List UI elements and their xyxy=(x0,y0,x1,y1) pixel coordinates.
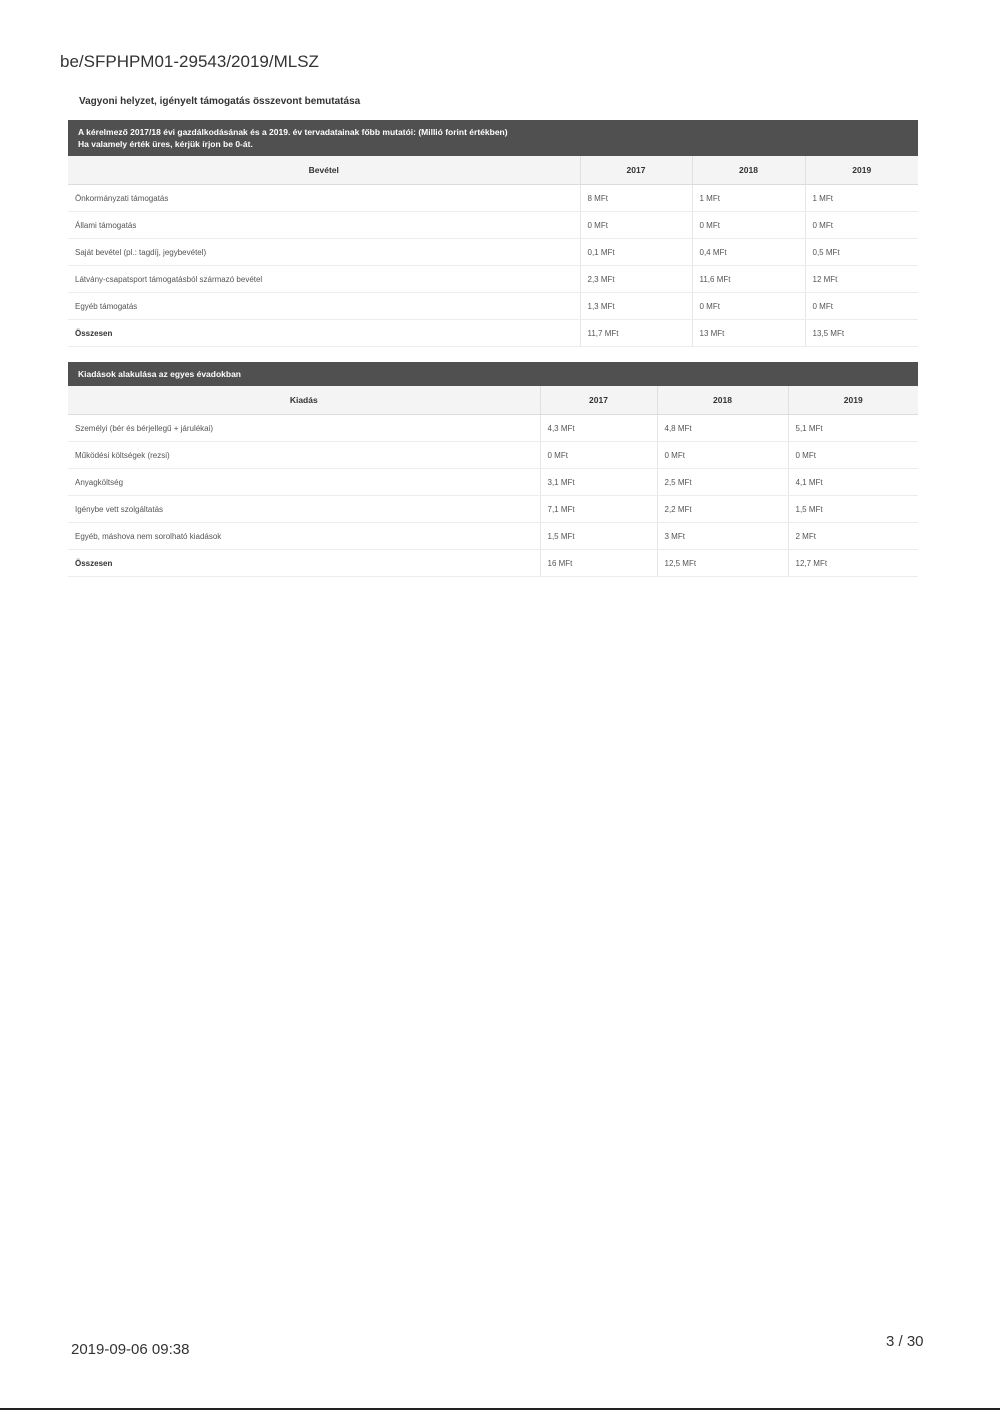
expenses-column-headers xyxy=(68,386,918,415)
value-2019: 0,5 MFt xyxy=(805,239,918,266)
expenses-col-2017: 2017 xyxy=(540,386,657,415)
value-2018: 2,2 MFt xyxy=(657,496,788,523)
table-row xyxy=(68,185,918,212)
expenses-col-2018: 2018 xyxy=(657,386,788,415)
row-label: Működési költségek (rezsi) xyxy=(68,442,540,469)
value-2019: 0 MFt xyxy=(805,212,918,239)
row-label: Egyéb, máshova nem sorolható kiadások xyxy=(68,523,540,550)
row-label: Igénybe vett szolgáltatás xyxy=(68,496,540,523)
section-title: Vagyoni helyzet, igényelt támogatás összevont bemutatása xyxy=(79,96,361,107)
income-header-line1: A kérelmező 2017/18 évi gazdálkodásának és a 2019. év tervadatainak főbb mutatói: (Millió forint értékben) xyxy=(78,127,508,137)
expenses-col-2019: 2019 xyxy=(788,386,918,415)
value-2018: 0 MFt xyxy=(692,212,805,239)
income-col-2017: 2017 xyxy=(580,156,692,185)
expenses-table xyxy=(68,386,918,577)
expenses-table-block xyxy=(68,362,918,577)
value-2017: 3,1 MFt xyxy=(540,469,657,496)
value-2019: 5,1 MFt xyxy=(788,415,918,442)
value-2019: 0 MFt xyxy=(805,293,918,320)
income-col-2019: 2019 xyxy=(805,156,918,185)
value-2017: 1,3 MFt xyxy=(580,293,692,320)
value-2019: 13,5 MFt xyxy=(805,320,918,347)
value-2019: 1,5 MFt xyxy=(788,496,918,523)
value-2019: 12 MFt xyxy=(805,266,918,293)
income-table xyxy=(68,156,918,347)
page-number: 3 / 30 xyxy=(886,1333,924,1350)
income-col-2018: 2018 xyxy=(692,156,805,185)
total-row xyxy=(68,550,918,577)
income-table-block xyxy=(68,120,918,347)
row-label: Önkormányzati támogatás xyxy=(68,185,580,212)
table-row xyxy=(68,293,918,320)
row-label: Összesen xyxy=(68,550,540,577)
value-2019: 12,7 MFt xyxy=(788,550,918,577)
value-2017: 0 MFt xyxy=(540,442,657,469)
income-header-line2: Ha valamely érték üres, kérjük írjon be 0-át. xyxy=(78,139,253,149)
value-2019: 4,1 MFt xyxy=(788,469,918,496)
expenses-table-header: Kiadások alakulása az egyes évadokban xyxy=(68,362,918,386)
income-column-headers xyxy=(68,156,918,185)
value-2018: 12,5 MFt xyxy=(657,550,788,577)
document-id: be/SFPHPM01-29543/2019/MLSZ xyxy=(60,52,319,71)
row-label: Látvány-csapatsport támogatásból származó bevétel xyxy=(68,266,580,293)
row-label: Anyagköltség xyxy=(68,469,540,496)
value-2019: 2 MFt xyxy=(788,523,918,550)
value-2017: 7,1 MFt xyxy=(540,496,657,523)
scan-edge-line xyxy=(0,1408,1000,1410)
value-2019: 0 MFt xyxy=(788,442,918,469)
income-col-label: Bevétel xyxy=(68,156,580,185)
value-2017: 8 MFt xyxy=(580,185,692,212)
value-2017: 1,5 MFt xyxy=(540,523,657,550)
value-2018: 0,4 MFt xyxy=(692,239,805,266)
row-label: Személyi (bér és bérjellegű + járulékai) xyxy=(68,415,540,442)
table-row xyxy=(68,469,918,496)
value-2017: 4,3 MFt xyxy=(540,415,657,442)
value-2018: 1 MFt xyxy=(692,185,805,212)
value-2018: 4,8 MFt xyxy=(657,415,788,442)
value-2018: 0 MFt xyxy=(692,293,805,320)
value-2018: 11,6 MFt xyxy=(692,266,805,293)
table-row xyxy=(68,266,918,293)
row-label: Összesen xyxy=(68,320,580,347)
table-row xyxy=(68,523,918,550)
table-row xyxy=(68,442,918,469)
table-row xyxy=(68,415,918,442)
value-2018: 0 MFt xyxy=(657,442,788,469)
income-table-header xyxy=(68,120,918,156)
footer-datetime: 2019-09-06 09:38 xyxy=(71,1341,190,1358)
value-2017: 11,7 MFt xyxy=(580,320,692,347)
value-2018: 2,5 MFt xyxy=(657,469,788,496)
value-2018: 13 MFt xyxy=(692,320,805,347)
row-label: Saját bevétel (pl.: tagdíj, jegybevétel) xyxy=(68,239,580,266)
value-2017: 16 MFt xyxy=(540,550,657,577)
total-row xyxy=(68,320,918,347)
value-2017: 2,3 MFt xyxy=(580,266,692,293)
table-row xyxy=(68,239,918,266)
value-2018: 3 MFt xyxy=(657,523,788,550)
expenses-col-label: Kiadás xyxy=(68,386,540,415)
value-2017: 0 MFt xyxy=(580,212,692,239)
value-2017: 0,1 MFt xyxy=(580,239,692,266)
row-label: Egyéb támogatás xyxy=(68,293,580,320)
value-2019: 1 MFt xyxy=(805,185,918,212)
row-label: Állami támogatás xyxy=(68,212,580,239)
table-row xyxy=(68,496,918,523)
table-row xyxy=(68,212,918,239)
